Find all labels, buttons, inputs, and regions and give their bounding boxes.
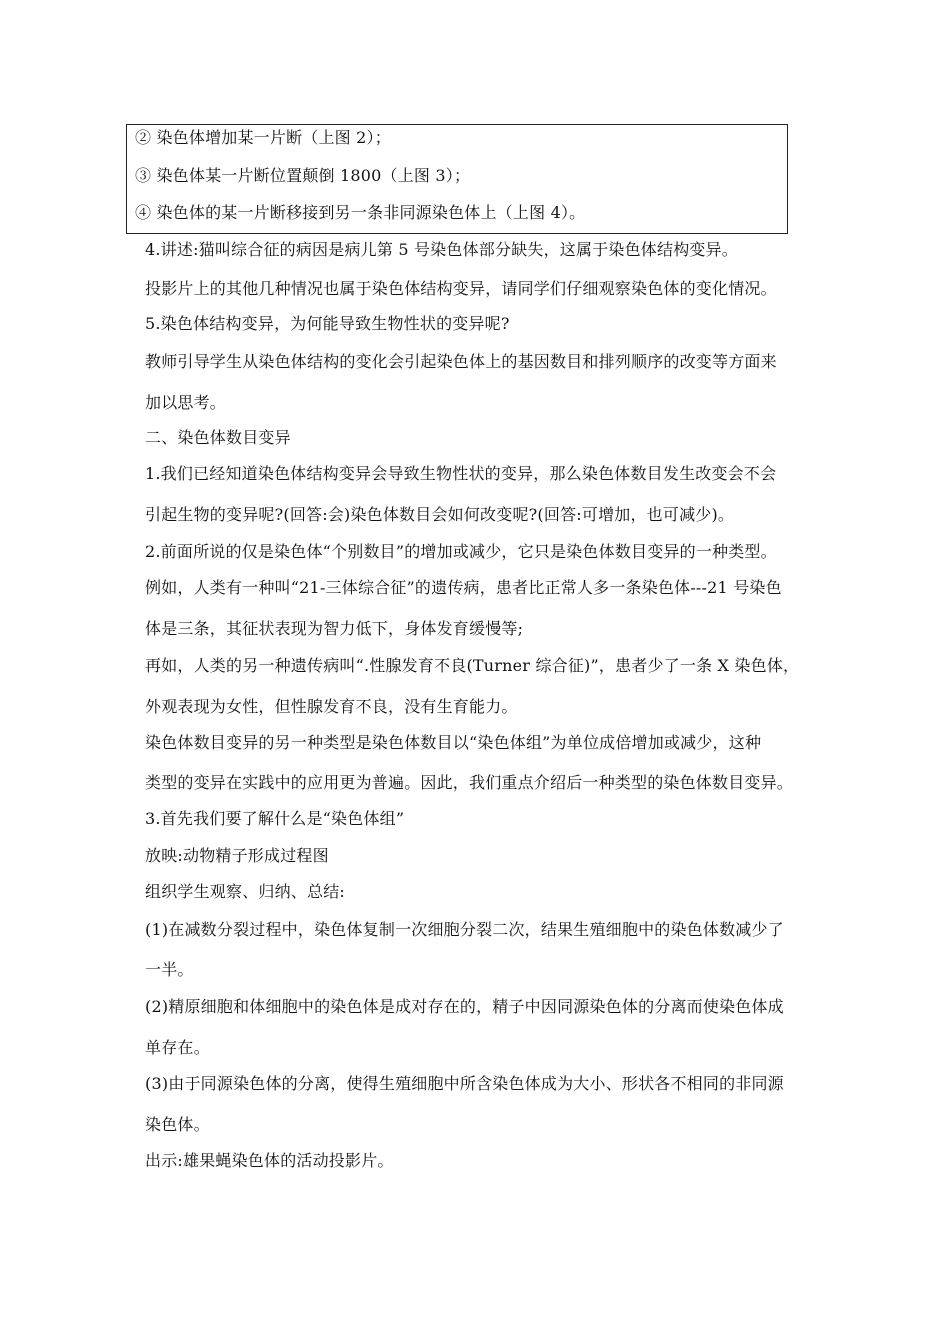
- section-heading: 二、染色体数目变异: [145, 428, 291, 447]
- paragraph-line: 引起生物的变异呢?(回答:会)染色体数目会如何改变呢?(回答:可增加，也可减少)。: [145, 505, 735, 524]
- paragraph-line: (2)精原细胞和体细胞中的染色体是成对存在的，精子中因同源染色体的分离而使染色体成: [145, 997, 784, 1016]
- box-line-2: ③ 染色体某一片断位置颠倒 1800（上图 3）；: [135, 166, 471, 185]
- paragraph-line: 例如，人类有一种叫“21-三体综合征”的遗传病，患者比正常人多一条染色体---21 号染色: [145, 578, 782, 597]
- paragraph-line: 2.前面所说的仅是染色体“个别数目”的增加或减少，它只是染色体数目变异的一种类型。: [145, 542, 777, 561]
- paragraph-line: 单存在。: [145, 1038, 210, 1057]
- paragraph-line: (1)在减数分裂过程中，染色体复制一次细胞分裂二次，结果生殖细胞中的染色体数减少了: [145, 920, 784, 939]
- paragraph-line: (3)由于同源染色体的分离，使得生殖细胞中所含染色体成为大小、形状各不相同的非同源: [145, 1074, 784, 1093]
- paragraph-line: 类型的变异在实践中的应用更为普遍。因此，我们重点介绍后一种类型的染色体数目变异。: [145, 773, 794, 792]
- paragraph-line: 5.染色体结构变异，为何能导致生物性状的变异呢?: [145, 314, 510, 333]
- paragraph-line: 外观表现为女性，但性腺发育不良，没有生育能力。: [145, 697, 518, 716]
- paragraph-line: 教师引导学生从染色体结构的变化会引起染色体上的基因数目和排列顺序的改变等方面来: [145, 352, 777, 371]
- paragraph-line: 体是三条，其征状表现为智力低下，身体发育缓慢等;: [145, 619, 524, 638]
- paragraph-line: 染色体数目变异的另一种类型是染色体数目以“染色体组”为单位成倍增加或减少，这种: [145, 733, 762, 752]
- paragraph-line: 1.我们已经知道染色体结构变异会导致生物性状的变异，那么染色体数目发生改变会不会: [145, 464, 777, 483]
- paragraph-line: 加以思考。: [145, 393, 227, 412]
- paragraph-line: 3.首先我们要了解什么是“染色体组”: [145, 809, 405, 828]
- paragraph-line: 组织学生观察、归纳、总结:: [145, 882, 345, 901]
- paragraph-line: 放映:动物精子形成过程图: [145, 846, 329, 865]
- paragraph-line: 投影片上的其他几种情况也属于染色体结构变异，请同学们仔细观察染色体的变化情况。: [145, 279, 777, 298]
- paragraph-line: 出示:雄果蝇染色体的活动投影片。: [145, 1151, 394, 1170]
- paragraph-line: 4.讲述:猫叫综合征的病因是病儿第 5 号染色体部分缺失，这属于染色体结构变异。: [145, 240, 739, 259]
- paragraph-line: 一半。: [145, 960, 194, 979]
- paragraph-line: 染色体。: [145, 1115, 210, 1134]
- paragraph-line: 再如，人类的另一种遗传病叫“.性腺发育不良(Turner 综合征)”，患者少了一条 X 染色体，: [145, 656, 800, 675]
- box-line-3: ④ 染色体的某一片断移接到另一条非同源染色体上（上图 4）。: [135, 203, 586, 222]
- box-line-1: ② 染色体增加某一片断（上图 2）；: [135, 128, 391, 147]
